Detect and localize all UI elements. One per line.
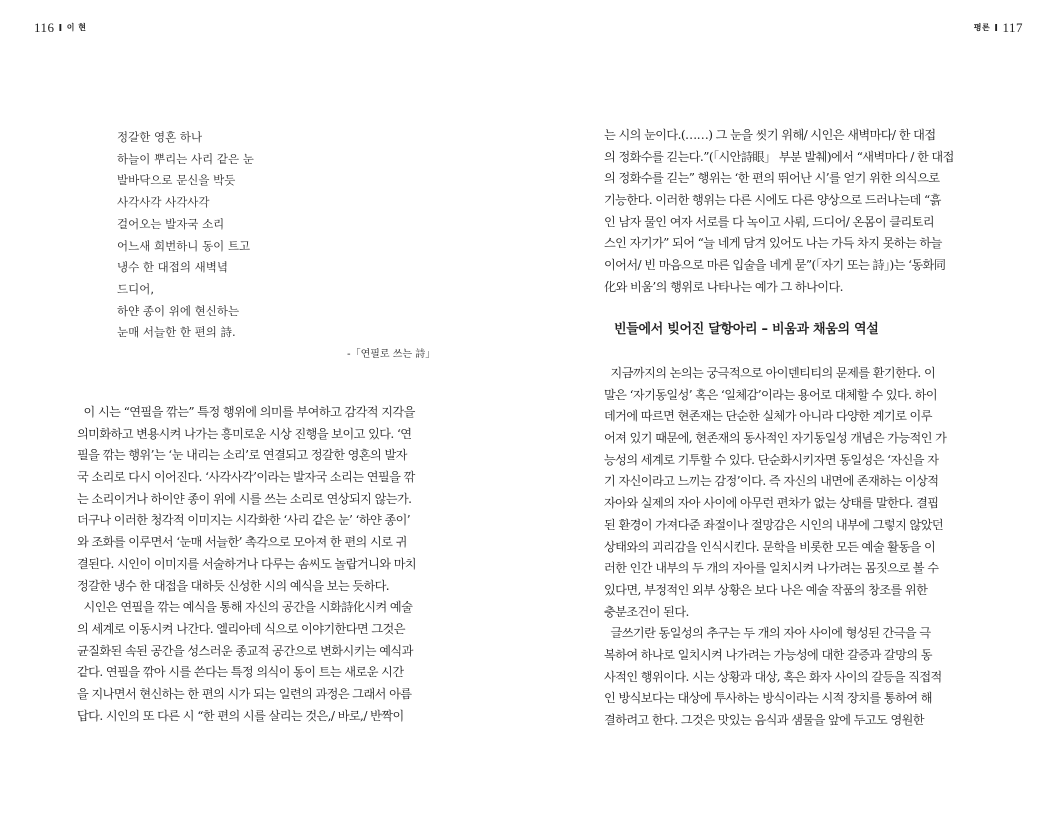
poem-line: 사각사각 사각사각 <box>117 195 210 210</box>
text-line: 같다. 연필을 깎아 시를 쓴다는 특정 의식이 동이 트는 새로운 시간 <box>77 665 404 680</box>
header-separator: I <box>58 23 63 34</box>
text-line: 의미화하고 변용시켜 나가는 흥미로운 시상 진행을 보이고 있다. ‘연 <box>77 426 412 441</box>
right-body-text-top <box>604 125 982 299</box>
text-line: 어져 있기 때문에, 현존재의 동사적인 자기동일성 개념은 가능적인 가 <box>604 431 947 446</box>
text-line: 을 지나면서 현신하는 한 편의 시가 되는 일련의 과정은 그래서 아름 <box>77 686 412 701</box>
right-page-header <box>974 20 1023 36</box>
poem-line: 걸어오는 발자국 소리 <box>117 216 225 231</box>
text-line: 기 자신이라고 느끼는 감정’이다. 즉 자신의 내면에 존재하는 이상적 <box>604 474 939 489</box>
text-line: 국 소리로 다시 이어진다. ‘사각사각’이라는 발자국 소리는 연필을 깎 <box>77 470 415 485</box>
text-line: 인 남자 물인 여자 서로를 다 녹이고 사뤄, 드디어/ 온몸이 클리토리 <box>604 214 935 229</box>
poem-line: 어느새 희번하니 동이 트고 <box>117 238 251 253</box>
poem-citation: -「연필로 쓰는 詩」 <box>347 349 436 360</box>
poem-block <box>117 127 254 344</box>
poem-line: 드디어, <box>117 281 154 296</box>
text-line: 결하려고 한다. 그것은 맛있는 음식과 샘물을 앞에 두고도 영원한 <box>604 713 924 727</box>
right-section-name: 평론 <box>973 23 991 32</box>
text-line: 는 소리이거나 하이얀 종이 위에 시를 쓰는 소리로 연상되지 않는가. <box>77 491 412 506</box>
text-line: 답다. 시인의 또 다른 시 “한 편의 시를 살리는 것은,/ 바로,/ 반짝이 <box>77 708 404 723</box>
text-line: 스인 자기가” 되어 “늘 네게 담겨 있어도 나는 가득 차지 못하는 하늘 <box>604 236 942 251</box>
text-line: 자아와 실제의 자아 사이에 아무런 편차가 없는 상태를 말한다. 결핍 <box>604 496 939 511</box>
section-heading: 빈들에서 빚어진 달항아리 – 비움과 채움의 역설 <box>614 322 879 337</box>
text-line: 데거에 따르면 현존재는 단순한 실체가 아니라 다양한 계기로 이루 <box>604 409 932 424</box>
left-author-name: 이 현 <box>66 23 87 32</box>
text-line: 필을 깎는 행위’는 ‘눈 내리는 소리’로 연결되고 정갈한 영혼의 발자 <box>77 448 407 463</box>
text-line: 러한 인간 내부의 두 개의 자아를 일치시켜 나가려는 몸짓으로 볼 수 <box>604 561 939 576</box>
left-body-text <box>77 402 455 727</box>
poem-line: 발바닥으로 문신을 박듯 <box>117 173 236 188</box>
right-body-text-bottom <box>604 363 982 732</box>
text-line: 균질화된 속된 공간을 성스러운 종교적 공간으로 변화시키는 예식과 <box>77 643 413 658</box>
text-line: 된 환경이 가져다준 좌절이나 절망감은 시인의 내부에 그렇지 않았던 <box>604 517 944 532</box>
text-line: 의 정화수를 긷는다.”(「시안詩眼」 부분 발췌)에서 “새벽마다 / 한 대접 <box>604 149 954 164</box>
poem-line: 냉수 한 대접의 새벽녘 <box>117 260 228 275</box>
text-line: 결된다. 시인이 이미지를 서술하거나 다루는 솜씨도 놀랍거니와 마치 <box>77 556 417 571</box>
text-line: 化와 비움’의 행위로 나타나는 예가 그 하나이다. <box>604 279 843 294</box>
text-line: 글쓰기란 동일성의 추구는 두 개의 자아 사이에 형성된 간극을 극 <box>604 626 931 641</box>
poem-line: 하늘이 뿌리는 사리 같은 눈 <box>117 151 254 166</box>
text-line: 정갈한 냉수 한 대접을 대하듯 신성한 시의 예식을 보는 듯하다. <box>77 578 390 593</box>
left-page-number: 116 <box>34 20 55 35</box>
text-line: 사적인 행위이다. 시는 상황과 대상, 혹은 화자 사이의 갈등을 직접적 <box>604 669 942 684</box>
text-line: 인 방식보다는 대상에 투사하는 방식이라는 시적 장치를 통하여 해 <box>604 691 932 706</box>
text-line: 말은 ‘자기동일성’ 혹은 ‘일체감’이라는 용어로 대체할 수 있다. 하이 <box>604 387 938 402</box>
right-page-number: 117 <box>1002 20 1023 35</box>
text-line: 더구나 이러한 청각적 이미지는 시각화한 ‘사리 같은 눈’ ‘하얀 종이’ <box>77 513 411 528</box>
text-line: 상태와의 괴리감을 인식시킨다. 문학을 비롯한 모든 예술 활동을 이 <box>604 539 936 554</box>
text-line: 이어서/ 빈 마음으로 마른 입술을 네게 묻”(「자기 또는 詩」)는 ‘동화同 <box>604 258 946 273</box>
text-line: 있다면, 부정적인 외부 상황은 보다 나은 예술 작품의 창조를 위한 <box>604 582 928 597</box>
text-line: 이 시는 “연필을 깎는” 특정 행위에 의미를 부여하고 감각적 지각을 <box>77 405 415 419</box>
poem-line: 눈매 서늘한 한 편의 詩. <box>117 325 236 340</box>
text-line: 지금까지의 논의는 궁극적으로 아이덴티티의 문제를 환기한다. 이 <box>604 366 936 380</box>
header-separator: I <box>994 23 999 34</box>
text-line: 시인은 연필을 깎는 예식을 통해 자신의 공간을 시화詩化시켜 예술 <box>77 600 413 615</box>
poem-line: 정갈한 영혼 하나 <box>117 130 203 144</box>
text-line: 와 조화를 이루면서 ‘눈매 서늘한’ 촉각으로 모아져 한 편의 시로 귀 <box>77 535 407 550</box>
text-line: 충분조건이 된다. <box>604 604 689 619</box>
text-line: 기능한다. 이러한 행위는 다른 시에도 다른 양상으로 드러나는데 “흙 <box>604 193 941 208</box>
left-page-header <box>34 20 87 36</box>
text-line: 의 세계로 이동시켜 나간다. 엘리아데 식으로 이야기한다면 그것은 <box>77 621 405 636</box>
text-line: 의 정화수를 긷는” 행위는 ‘한 편의 뛰어난 시’를 얻기 위한 의식으로 <box>604 171 940 186</box>
text-line: 복하여 하나로 일치시켜 나가려는 가능성에 대한 갈증과 갈망의 동 <box>604 647 932 662</box>
text-line: 능성의 세계로 기투할 수 있다. 단순화시키자면 동일성은 ‘자신을 자 <box>604 452 939 467</box>
poem-line: 하얀 종이 위에 현신하는 <box>117 303 240 318</box>
text-line: 는 시의 눈이다.(……) 그 눈을 씻기 위해/ 시인은 새벽마다/ 한 대접 <box>604 128 936 142</box>
